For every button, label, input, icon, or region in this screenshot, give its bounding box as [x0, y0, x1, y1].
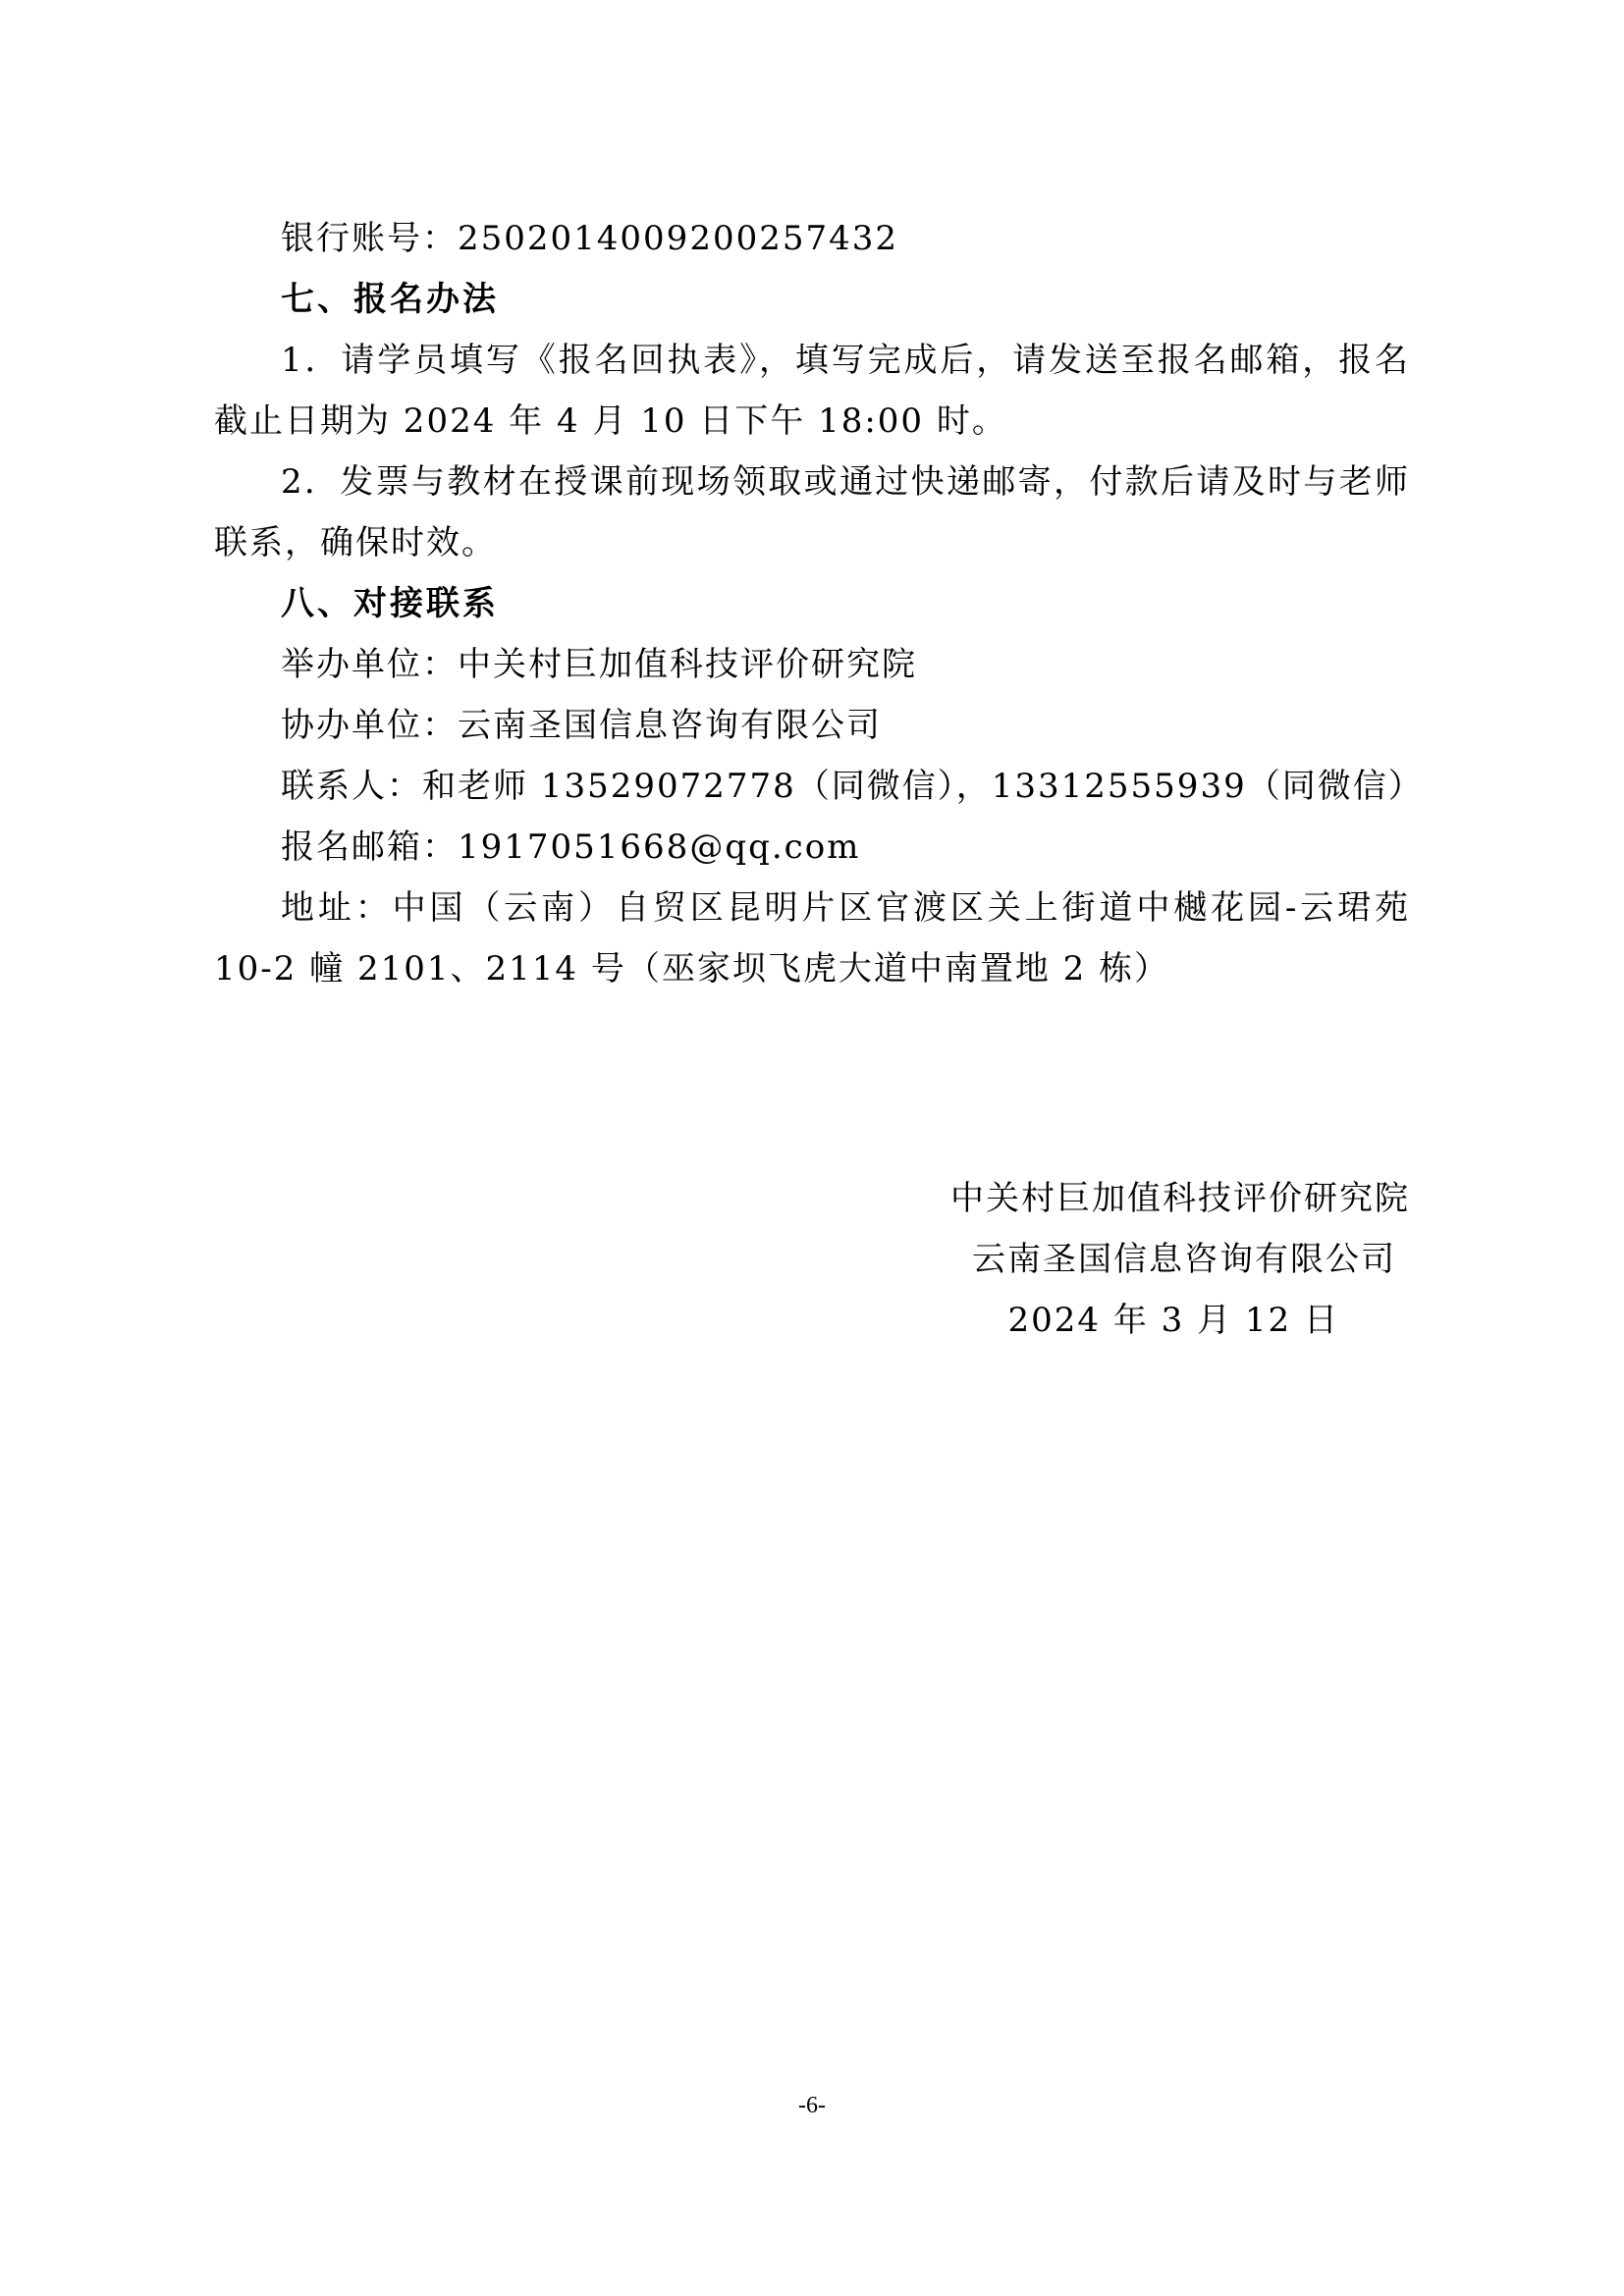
signature-org-2: 云南圣国信息咨询有限公司 — [972, 1240, 1396, 1279]
section-7-item-1: 1．请学员填写《报名回执表》，填写完成后，请发送至报名邮箱，报名截止日期为 2024 年 4 月 10 日下午 18:00 时。 — [214, 341, 1410, 441]
organizer-line: 举办单位：中关村巨加值科技评价研究院 — [281, 645, 917, 684]
section-8-heading: 八、对接联系 — [281, 584, 499, 623]
co-organizer-line: 协办单位：云南圣国信息咨询有限公司 — [281, 706, 882, 745]
section-7-item-2: 2．发票与教材在授课前现场领取或通过快递邮寄，付款后请及时与老师联系，确保时效。 — [214, 462, 1410, 562]
section-7-heading: 七、报名办法 — [281, 280, 499, 319]
bank-account-line: 银行账号：2502014009200257432 — [281, 219, 899, 258]
email-line: 报名邮箱：1917051668@qq.com — [281, 828, 861, 867]
document-body — [214, 208, 1424, 999]
contact-line: 联系人：和老师 13529072778（同微信），13312555939（同微信） — [281, 767, 1424, 806]
signature-block — [821, 1168, 1410, 1351]
page-number: -6- — [798, 2093, 826, 2118]
signature-date: 2024 年 3 月 12 日 — [1007, 1301, 1339, 1340]
signature-org-1: 中关村巨加值科技评价研究院 — [950, 1179, 1410, 1218]
address-paragraph: 地址：中国（云南）自贸区昆明片区官渡区关上街道中樾花园-云珺苑10-2 幢 2101、2114 号（巫家坝飞虎大道中南置地 2 栋） — [214, 888, 1410, 988]
